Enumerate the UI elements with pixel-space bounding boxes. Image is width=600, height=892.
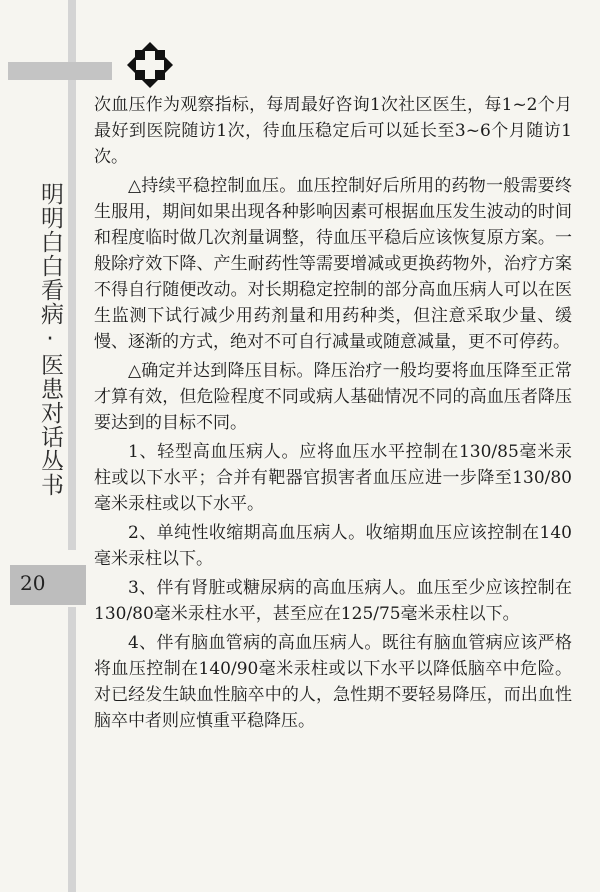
paragraph: △确定并达到降压目标。降压治疗一般均要将血压降至正常才算有效，但危险程度不同或病人基础情况不同的高血压者降压要达到的目标不同。	[94, 361, 572, 433]
paragraph: 1、轻型高血压病人。应将血压水平控制在130/85毫米汞柱或以下水平；合并有靶器官损害者血压应进一步降至130/80毫米汞柱或以下水平。	[94, 442, 572, 514]
paragraph: 4、伴有脑血管病的高血压病人。既往有脑血管病应该严格将血压控制在140/90毫米汞柱或以下水平以降低脑卒中危险。对已经发生缺血性脑卒中的人，急性期不要轻易降压，而出血性脑卒中者则应慎重平稳降压。	[94, 633, 572, 731]
body-text	[94, 92, 572, 734]
paragraph: 2、单纯性收缩期高血压病人。收缩期血压应该控制在140毫米汞柱以下。	[94, 523, 572, 569]
medical-cross-icon	[125, 40, 175, 90]
page-number: 20	[20, 571, 46, 595]
paragraph: △持续平稳控制血压。血压控制好后所用的药物一般需要终生服用，期间如果出现各种影响因素可根据血压发生波动的时间和程度临时做几次剂量调整，待血压平稳后应该恢复原方案。一般除疗效下降、产生耐药性等需要增减或更换药物外，治疗方案不得自行随便改动。对长期稳定控制的部分高血压病人可以在医生监测下试行减少用药剂量和用药种类，但注意采取少量、缓慢、逐渐的方式，绝对不可自行减量或随意减量，更不可停药。	[94, 176, 572, 352]
series-title: 明明白白看病·医患对话丛书	[37, 182, 63, 497]
margin-rule-lower	[68, 607, 76, 892]
header-bar	[8, 62, 112, 80]
paragraph: 3、伴有肾脏或糖尿病的高血压病人。血压至少应该控制在130/80毫米汞柱水平，甚至应在125/75毫米汞柱以下。	[94, 578, 572, 624]
paragraph: 次血压作为观察指标，每周最好咨询1次社区医生，每1~2个月最好到医院随访1次，待血压稳定后可以延长至3~6个月随访1次。	[94, 95, 572, 167]
